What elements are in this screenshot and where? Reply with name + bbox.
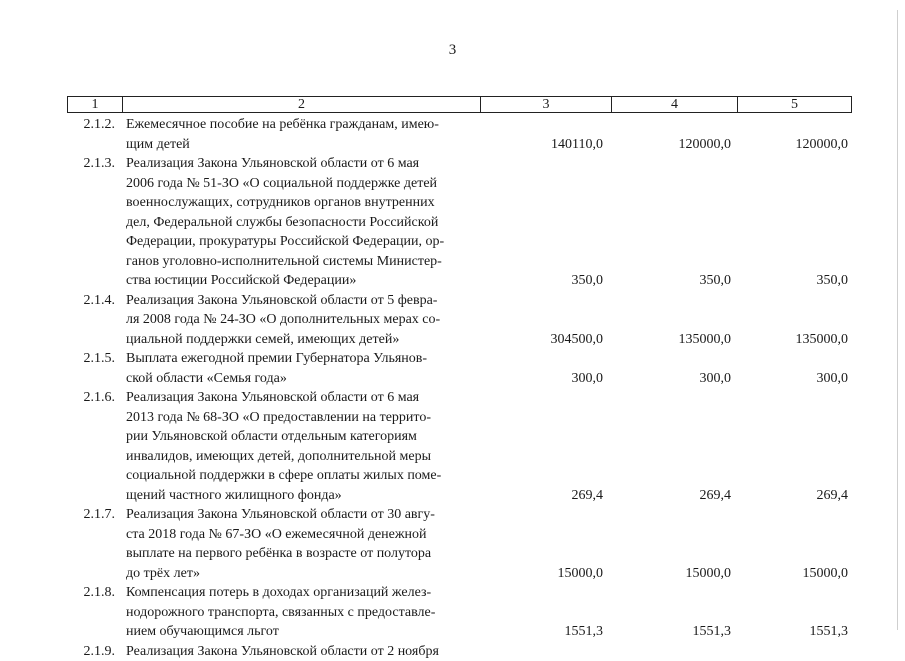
column-header-2: 2 — [123, 97, 480, 112]
row-value-col5: 269,4 — [731, 486, 848, 506]
row-number: 2.1.2. — [67, 115, 123, 154]
row-value-col3: 140110,0 — [472, 135, 603, 155]
row-description: Ежемесячное пособие на ребёнка гражданам, имею- щим детей — [123, 115, 472, 154]
row-number: 2.1.8. — [67, 583, 123, 642]
column-header-5: 5 — [738, 97, 851, 112]
row-value-col4: 269,4 — [603, 486, 731, 506]
row-description: Выплата ежегодной премии Губернатора Ульянов- ской области «Семья года» — [123, 349, 472, 388]
row-description: Реализация Закона Ульяновской области от 6 мая 2006 года № 51-ЗО «О социальной поддержке детей военнослужащих, сотрудников органов внутренних дел, Федеральной службы безопасности Российской Федерации, прокуратуры Российской Федерации, ор- ганов уголовно-исполнительной системы Министер- ства юстиции Российской Федерации» — [123, 154, 472, 291]
row-value-col5: 135000,0 — [731, 330, 848, 350]
row-value-col4: 135000,0 — [603, 330, 731, 350]
row-value-col3: 269,4 — [472, 486, 603, 506]
table-row — [67, 154, 857, 291]
row-number: 2.1.3. — [67, 154, 123, 291]
row-value-col3: 350,0 — [472, 271, 603, 291]
table-row — [67, 642, 857, 661]
row-number: 2.1.9. — [67, 642, 123, 661]
row-description: Реализация Закона Ульяновской области от 6 мая 2013 года № 68-ЗО «О предоставлении на террито- рии Ульяновской области отдельным категориям инвалидов, имеющих детей, дополнительной меры социальной поддержки в сфере оплаты жилых поме- щений частного жилищного фонда» — [123, 388, 472, 505]
row-number: 2.1.4. — [67, 291, 123, 350]
row-value-col5: 15000,0 — [731, 564, 848, 584]
row-value-col3: 300,0 — [472, 369, 603, 389]
row-value-col5: 120000,0 — [731, 135, 848, 155]
row-value-col4: 15000,0 — [603, 564, 731, 584]
page-number: 3 — [0, 42, 905, 59]
table-row — [67, 505, 857, 583]
row-value-col3: 1551,3 — [472, 622, 603, 642]
column-header-3: 3 — [481, 97, 611, 112]
table-row — [67, 349, 857, 388]
row-description: Компенсация потерь в доходах организаций желез- нодорожного транспорта, связанных с предоставле- нием обучающимся льгот — [123, 583, 472, 642]
row-value-col3: 15000,0 — [472, 564, 603, 584]
row-value-col3: 304500,0 — [472, 330, 603, 350]
table-header — [67, 96, 852, 113]
table-row — [67, 115, 857, 154]
column-header-1: 1 — [68, 97, 122, 112]
row-value-col5: 300,0 — [731, 369, 848, 389]
table-row — [67, 291, 857, 350]
column-header-4: 4 — [612, 97, 737, 112]
row-number: 2.1.7. — [67, 505, 123, 583]
row-description: Реализация Закона Ульяновской области от 30 авгу- ста 2018 года № 67-ЗО «О ежемесячной денежной выплате на первого ребёнка в возрасте от полутора до трёх лет» — [123, 505, 472, 583]
table-row — [67, 583, 857, 642]
row-number: 2.1.5. — [67, 349, 123, 388]
row-value-col4: 350,0 — [603, 271, 731, 291]
table-body — [67, 115, 857, 661]
table-row — [67, 388, 857, 505]
row-value-col4: 120000,0 — [603, 135, 731, 155]
row-description: Реализация Закона Ульяновской области от 2 ноября — [123, 642, 472, 661]
row-value-col4: 1551,3 — [603, 622, 731, 642]
row-description: Реализация Закона Ульяновской области от 5 февра- ля 2008 года № 24-ЗО «О дополнительных мерах со- циальной поддержки семей, имеющих детей» — [123, 291, 472, 350]
scan-edge-mark — [897, 10, 898, 630]
row-value-col5: 1551,3 — [731, 622, 848, 642]
row-value-col4: 300,0 — [603, 369, 731, 389]
row-value-col5: 350,0 — [731, 271, 848, 291]
row-number: 2.1.6. — [67, 388, 123, 505]
